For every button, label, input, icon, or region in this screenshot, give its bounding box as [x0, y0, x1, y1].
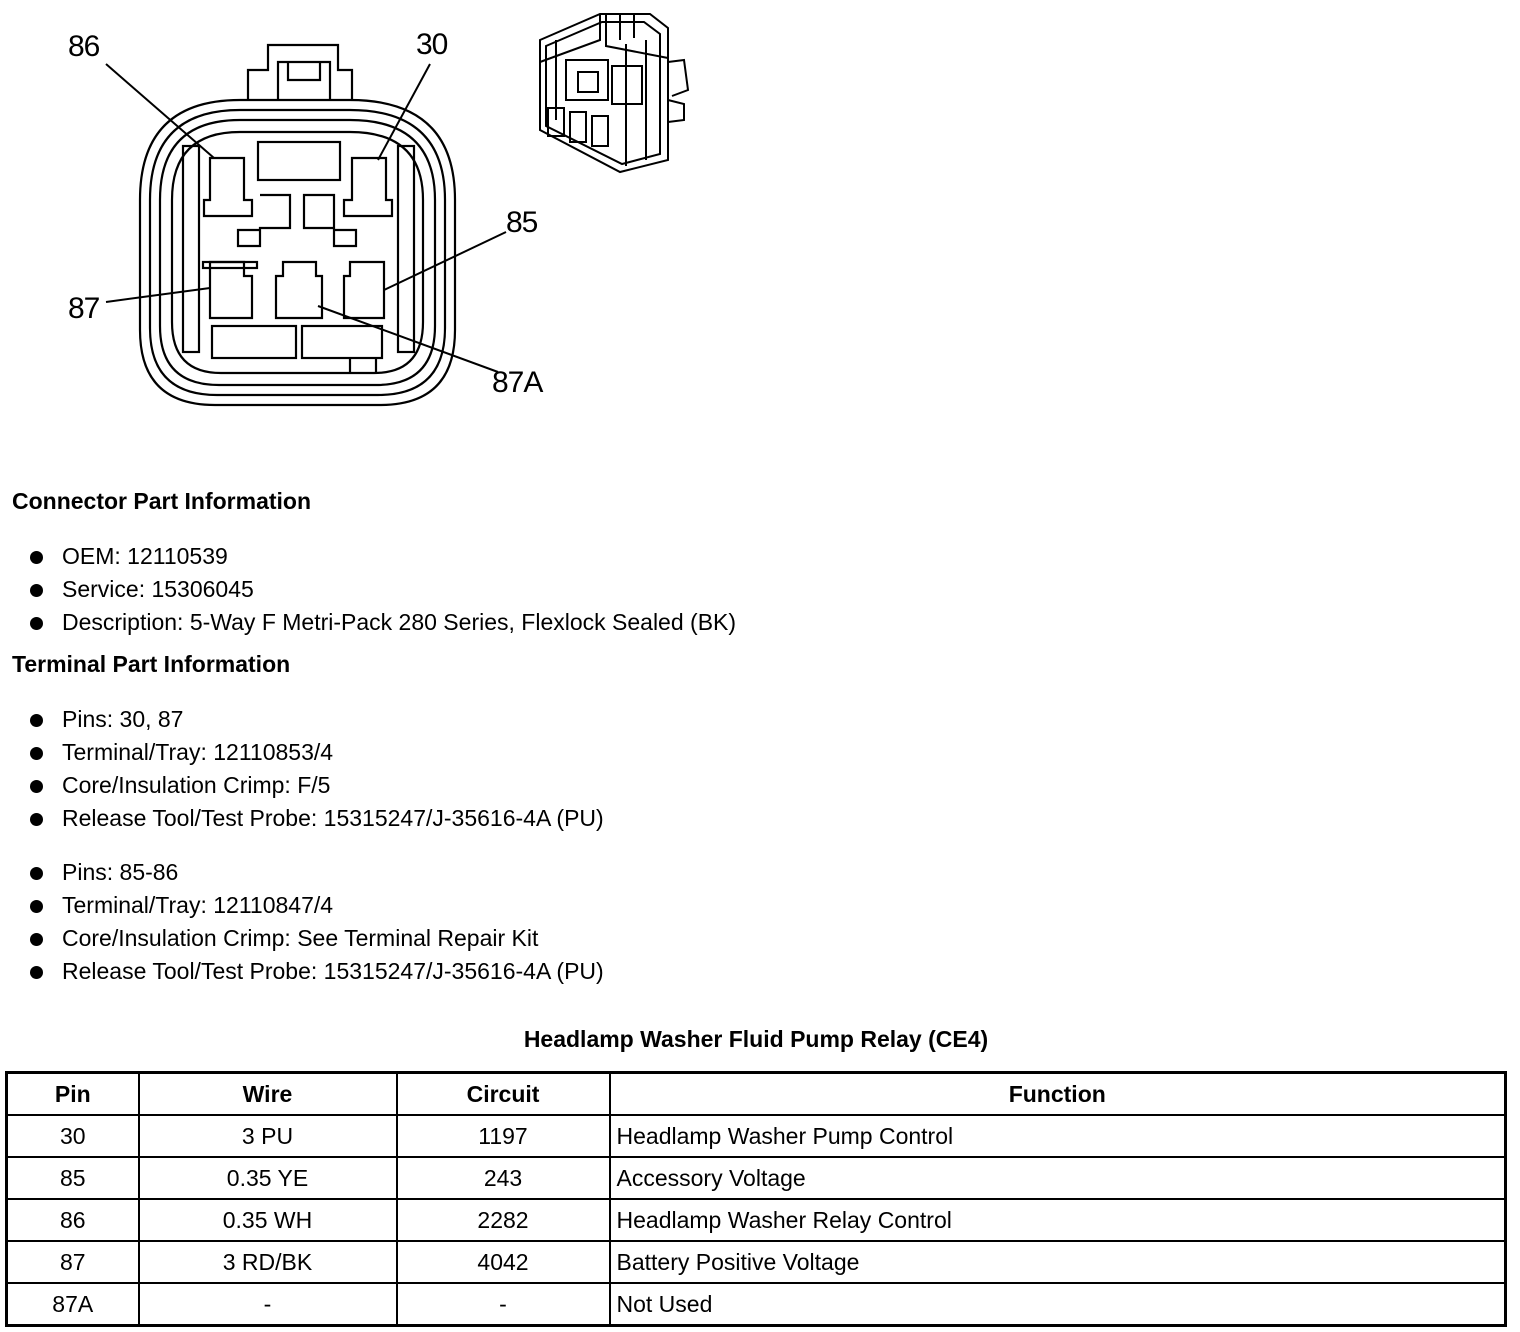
list-item: Terminal/Tray: 12110853/4	[28, 736, 604, 769]
table-row	[7, 1157, 1506, 1199]
cell-pin: 87	[7, 1241, 139, 1283]
list-item: Release Tool/Test Probe: 15315247/J-35616-4A (PU)	[28, 802, 604, 835]
pin-label-85: 85	[506, 206, 538, 239]
list-item: Description: 5-Way F Metri-Pack 280 Series, Flexlock Sealed (BK)	[28, 606, 736, 639]
cell-pin: 30	[7, 1115, 139, 1157]
cell-circuit: 243	[397, 1157, 610, 1199]
pin-label-86: 86	[68, 30, 100, 63]
cell-circuit: -	[397, 1283, 610, 1326]
cell-pin: 87A	[7, 1283, 139, 1326]
pin-label-87: 87	[68, 292, 100, 325]
cell-function: Battery Positive Voltage	[610, 1241, 1506, 1283]
cell-wire: 3 RD/BK	[139, 1241, 397, 1283]
cell-pin: 86	[7, 1199, 139, 1241]
list-item: OEM: 12110539	[28, 540, 736, 573]
terminal-info-heading: Terminal Part Information	[12, 651, 291, 677]
pin-label-87a: 87A	[492, 366, 543, 399]
cell-wire: 0.35 YE	[139, 1157, 397, 1199]
connector-info-heading: Connector Part Information	[12, 488, 312, 514]
table-row	[7, 1199, 1506, 1241]
terminal-info-group-2	[28, 856, 604, 988]
leader-86	[106, 64, 214, 158]
terminal-info-group-1	[28, 703, 604, 835]
list-item: Terminal/Tray: 12110847/4	[28, 889, 604, 922]
cell-wire: 3 PU	[139, 1115, 397, 1157]
cell-pin: 85	[7, 1157, 139, 1199]
list-item: Core/Insulation Crimp: See Terminal Repair Kit	[28, 922, 604, 955]
list-item: Pins: 85-86	[28, 856, 604, 889]
cell-circuit: 4042	[397, 1241, 610, 1283]
cell-circuit: 2282	[397, 1199, 610, 1241]
connector-3d-thumbnail	[540, 14, 688, 172]
header-pin: Pin	[7, 1073, 139, 1116]
cell-function: Accessory Voltage	[610, 1157, 1506, 1199]
cell-function: Not Used	[610, 1283, 1506, 1326]
header-function: Function	[610, 1073, 1506, 1116]
cell-function: Headlamp Washer Relay Control	[610, 1199, 1506, 1241]
header-circuit: Circuit	[397, 1073, 610, 1116]
cell-wire: -	[139, 1283, 397, 1326]
cell-function: Headlamp Washer Pump Control	[610, 1115, 1506, 1157]
list-item: Core/Insulation Crimp: F/5	[28, 769, 604, 802]
header-wire: Wire	[139, 1073, 397, 1116]
list-item: Release Tool/Test Probe: 15315247/J-35616-4A (PU)	[28, 955, 604, 988]
list-item: Service: 15306045	[28, 573, 736, 606]
leader-87	[106, 288, 210, 302]
table-title: Headlamp Washer Fluid Pump Relay (CE4)	[523, 1026, 989, 1052]
pin-label-30: 30	[416, 28, 448, 61]
pin-table	[5, 1071, 1507, 1327]
cell-circuit: 1197	[397, 1115, 610, 1157]
table-row	[7, 1115, 1506, 1157]
connector-info-list	[28, 540, 736, 639]
table-row	[7, 1241, 1506, 1283]
cell-wire: 0.35 WH	[139, 1199, 397, 1241]
connector-face-diagram	[0, 0, 720, 420]
table-header-row	[7, 1073, 1506, 1116]
table-row	[7, 1283, 1506, 1326]
list-item: Pins: 30, 87	[28, 703, 604, 736]
